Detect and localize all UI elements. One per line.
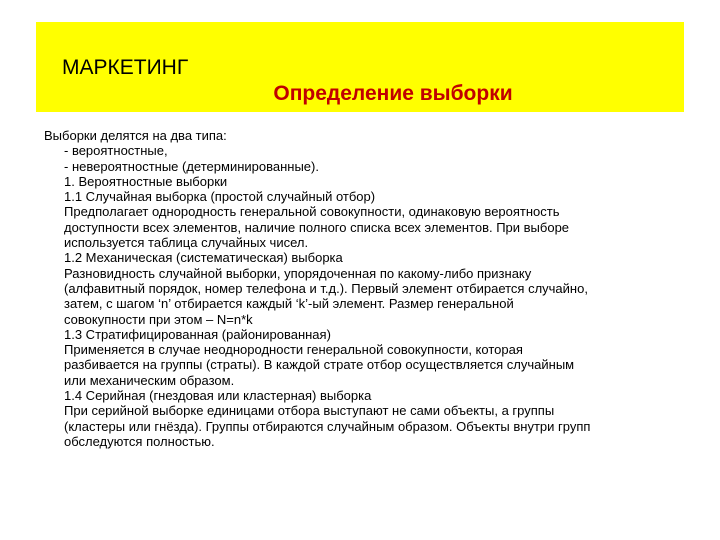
- body-line: 1.1 Случайная выборка (простой случайный отбор): [64, 189, 376, 205]
- slide-title: Определение выборки: [273, 82, 513, 105]
- slide-body: [44, 128, 684, 449]
- body-line: совокупности при этом – N=n*k: [64, 311, 253, 327]
- body-line: (алфавитный порядок, номер телефона и т.д.). Первый элемент отбирается случайно,: [64, 280, 588, 296]
- body-line: разбивается на группы (страты). В каждой страте отбор осуществляется случайным: [64, 357, 575, 373]
- body-line: 1. Вероятностные выборки: [64, 173, 228, 189]
- header-band: [36, 22, 684, 112]
- body-line: обследуются полностью.: [64, 433, 215, 449]
- body-line: 1.4 Серийная (гнездовая или кластерная) выборка: [64, 388, 372, 404]
- body-line: или механическим образом.: [64, 372, 235, 388]
- body-line: Предполагает однородность генеральной совокупности, одинаковую вероятность: [64, 204, 560, 220]
- body-line: 1.2 Механическая (систематическая) выборка: [64, 250, 343, 266]
- body-line: затем, с шагом ‘n’ отбирается каждый ‘k’-ый элемент. Размер генеральной: [64, 296, 514, 312]
- body-line: - невероятностные (детерминированные).: [64, 158, 319, 174]
- body-line: Разновидность случайной выборки, упорядоченная по какому-либо признаку: [64, 265, 532, 281]
- body-line: Применяется в случае неоднородности генеральной совокупности, которая: [64, 342, 523, 358]
- body-line: 1.3 Стратифицированная (районированная): [64, 326, 331, 342]
- body-line: доступности всех элементов, наличие полного списка всех элементов. При выборе: [64, 219, 570, 235]
- body-line: Выборки делятся на два типа:: [44, 128, 227, 143]
- body-line: - вероятностные,: [64, 143, 168, 159]
- body-line: При серийной выборке единицами отбора выступают не сами объекты, а группы: [64, 403, 555, 419]
- body-line: используется таблица случайных чисел.: [64, 235, 309, 251]
- section-label: МАРКЕТИНГ: [62, 56, 189, 79]
- body-line: (кластеры или гнёзда). Группы отбираются случайным образом. Объекты внутри групп: [64, 418, 591, 434]
